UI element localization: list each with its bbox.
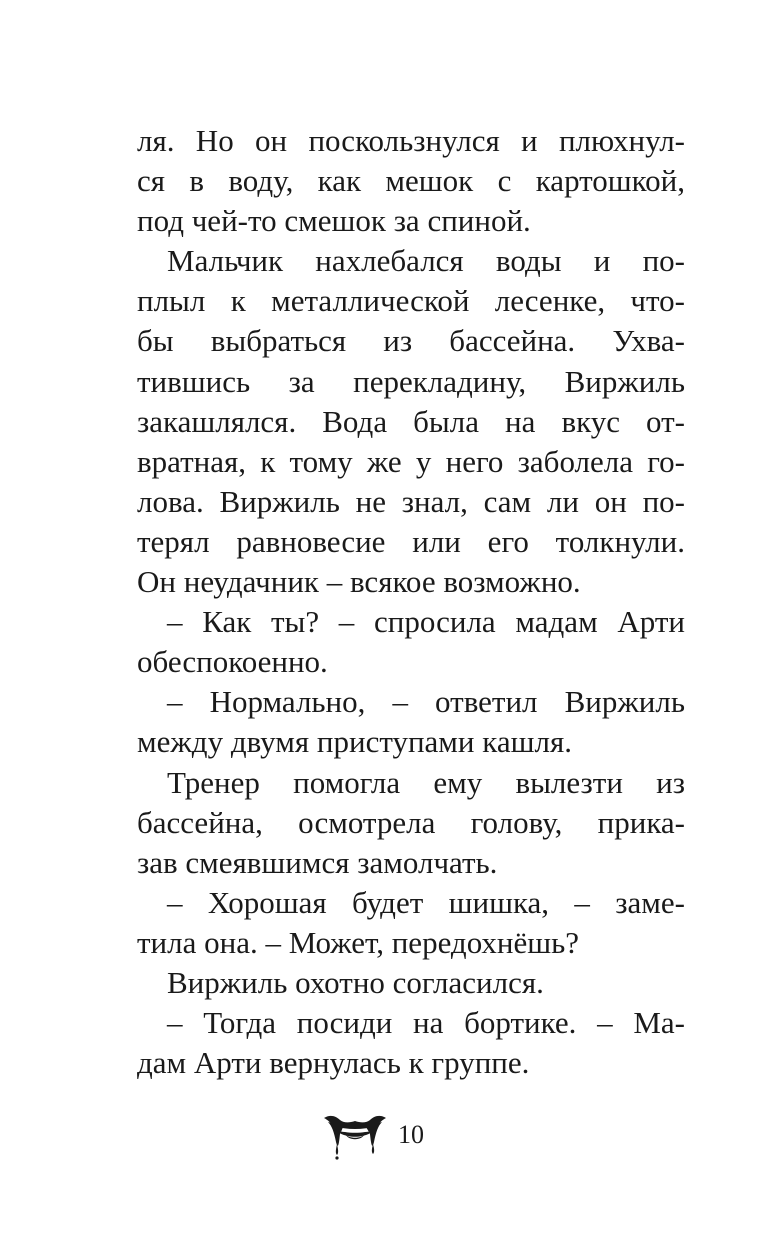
- text-line: тила она. – Может, передохнёшь?: [137, 924, 580, 960]
- text-line: Виржиль охотно согласился.: [167, 964, 544, 1000]
- text-line: – Хорошая будет шишка, – заме-: [167, 884, 685, 920]
- page-body-text: [137, 121, 685, 1083]
- text-line: плыл к металлической лесенке, что-: [137, 283, 685, 319]
- vampire-fangs-icon: [322, 1108, 388, 1164]
- text-line: бы выбраться из бассейна. Ухва-: [137, 323, 685, 359]
- text-line: лова. Виржиль не знал, сам ли он по-: [137, 483, 685, 519]
- text-line: Тренер помогла ему вылезти из: [167, 764, 685, 800]
- text-line: зав смеявшимся замолчать.: [137, 844, 498, 880]
- text-line: ся в воду, как мешок с картошкой,: [137, 163, 685, 199]
- text-line: между двумя приступами кашля.: [137, 724, 572, 760]
- text-line: под чей-то смешок за спиной.: [137, 203, 531, 239]
- text-line: обеспокоенно.: [137, 644, 328, 680]
- text-line: – Нормально, – ответил Виржиль: [167, 684, 685, 720]
- text-line: ля. Но он поскользнулся и плюхнул-: [137, 123, 685, 158]
- text-line: терял равновесие или его толкнули.: [137, 523, 685, 559]
- text-line: – Тогда посиди на бортике. – Ма-: [167, 1005, 685, 1041]
- text-line: Мальчик нахлебался воды и по-: [167, 243, 685, 279]
- text-line: закашлялся. Вода была на вкус от-: [137, 403, 685, 439]
- text-line: – Как ты? – спросила мадам Арти: [167, 604, 685, 640]
- page-footer: [322, 1108, 442, 1164]
- text-line: бассейна, осмотрела голову, прика-: [137, 804, 685, 840]
- page-number: 10: [398, 1120, 424, 1149]
- text-line: тившись за перекладину, Виржиль: [137, 363, 685, 399]
- text-line: вратная, к тому же у него заболела го-: [137, 443, 685, 479]
- text-line: дам Арти вернулась к группе.: [137, 1045, 530, 1081]
- text-line: Он неудачник – всякое возможно.: [137, 564, 581, 600]
